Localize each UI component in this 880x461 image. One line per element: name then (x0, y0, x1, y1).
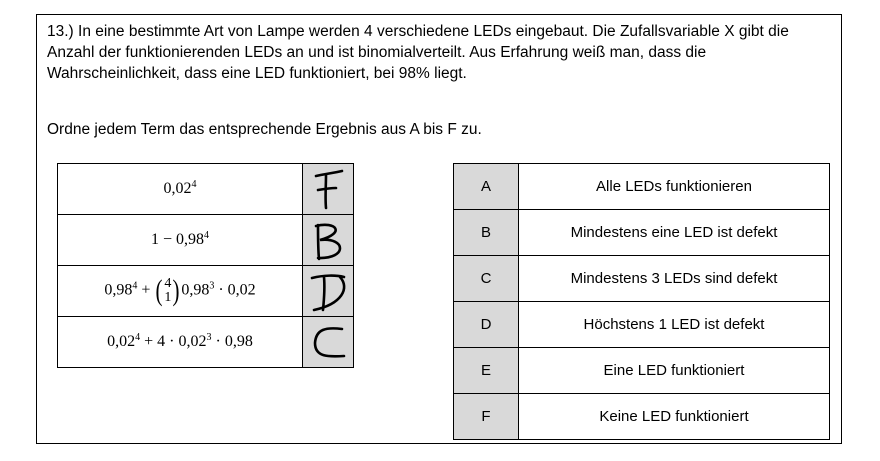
term-row (58, 266, 354, 317)
problem-statement: 13.) In eine bestimmte Art von Lampe werden 4 verschiedene LEDs eingebaut. Die Zufallsvariable X gibt die Anzahl der funktionierenden LEDs an und ist binomialverteilt. Aus Erfahrung weiß man, dass die Wahrscheinlichkeit, dass eine LED funktioniert, bei 98% liegt. (47, 23, 789, 82)
result-letter: A (454, 164, 519, 210)
result-text: Keine LED funktioniert (519, 394, 830, 440)
answer-cell[interactable] (303, 317, 354, 368)
result-text: Höchstens 1 LED ist defekt (519, 302, 830, 348)
handwritten-answer-d (306, 268, 350, 314)
results-table (453, 163, 830, 440)
term-exponent: 4 (135, 332, 141, 343)
term-row (58, 215, 354, 266)
result-letter: F (454, 394, 519, 440)
result-row (454, 348, 830, 394)
result-letter: E (454, 348, 519, 394)
term-exponent: 4 (132, 280, 138, 292)
result-row (454, 394, 830, 440)
handwritten-answer-f (306, 166, 350, 212)
binomial-top: 4 (164, 276, 172, 291)
term-exponent: 4 (204, 230, 210, 241)
answer-cell[interactable] (303, 164, 354, 215)
term-part: + 4 · 0,02 (144, 333, 207, 350)
instruction: Ordne jedem Term das entsprechende Ergebnis aus A bis F zu. (47, 121, 482, 138)
term-cell (58, 266, 303, 317)
term-cell (58, 317, 303, 368)
answer-cell[interactable] (303, 266, 354, 317)
term-base: 1 − 0,98 (150, 231, 205, 248)
term-cell (58, 164, 303, 215)
term-part: · 0,98 (215, 333, 253, 350)
terms-table (57, 163, 354, 368)
term-part: · 0,02 (218, 281, 256, 299)
term-row (58, 164, 354, 215)
result-row (454, 164, 830, 210)
result-letter: D (454, 302, 519, 348)
term-exponent: 3 (206, 332, 212, 343)
term-part: 0,98 (181, 281, 210, 299)
result-text: Mindestens 3 LEDs sind defekt (519, 256, 830, 302)
term-exponent: 3 (209, 280, 215, 292)
result-letter: C (454, 256, 519, 302)
exercise-frame (36, 14, 842, 444)
result-text: Eine LED funktioniert (519, 348, 830, 394)
handwritten-answer-c (306, 319, 350, 365)
term-part: 0,02 (107, 333, 136, 350)
handwritten-answer-b (306, 217, 350, 263)
term-operator: + (141, 281, 151, 299)
binomial-bottom: 1 (164, 290, 172, 305)
result-row (454, 256, 830, 302)
binomial-coefficient: ( 4 1 ) (155, 274, 180, 307)
result-text: Alle LEDs funktionieren (519, 164, 830, 210)
result-letter: B (454, 210, 519, 256)
term-base: 0,02 (163, 180, 192, 197)
result-row (454, 302, 830, 348)
term-cell (58, 215, 303, 266)
result-text: Mindestens eine LED ist defekt (519, 210, 830, 256)
term-part: 0,98 (104, 281, 133, 299)
term-exponent: 4 (191, 179, 197, 190)
result-row (454, 210, 830, 256)
term-row (58, 317, 354, 368)
answer-cell[interactable] (303, 215, 354, 266)
